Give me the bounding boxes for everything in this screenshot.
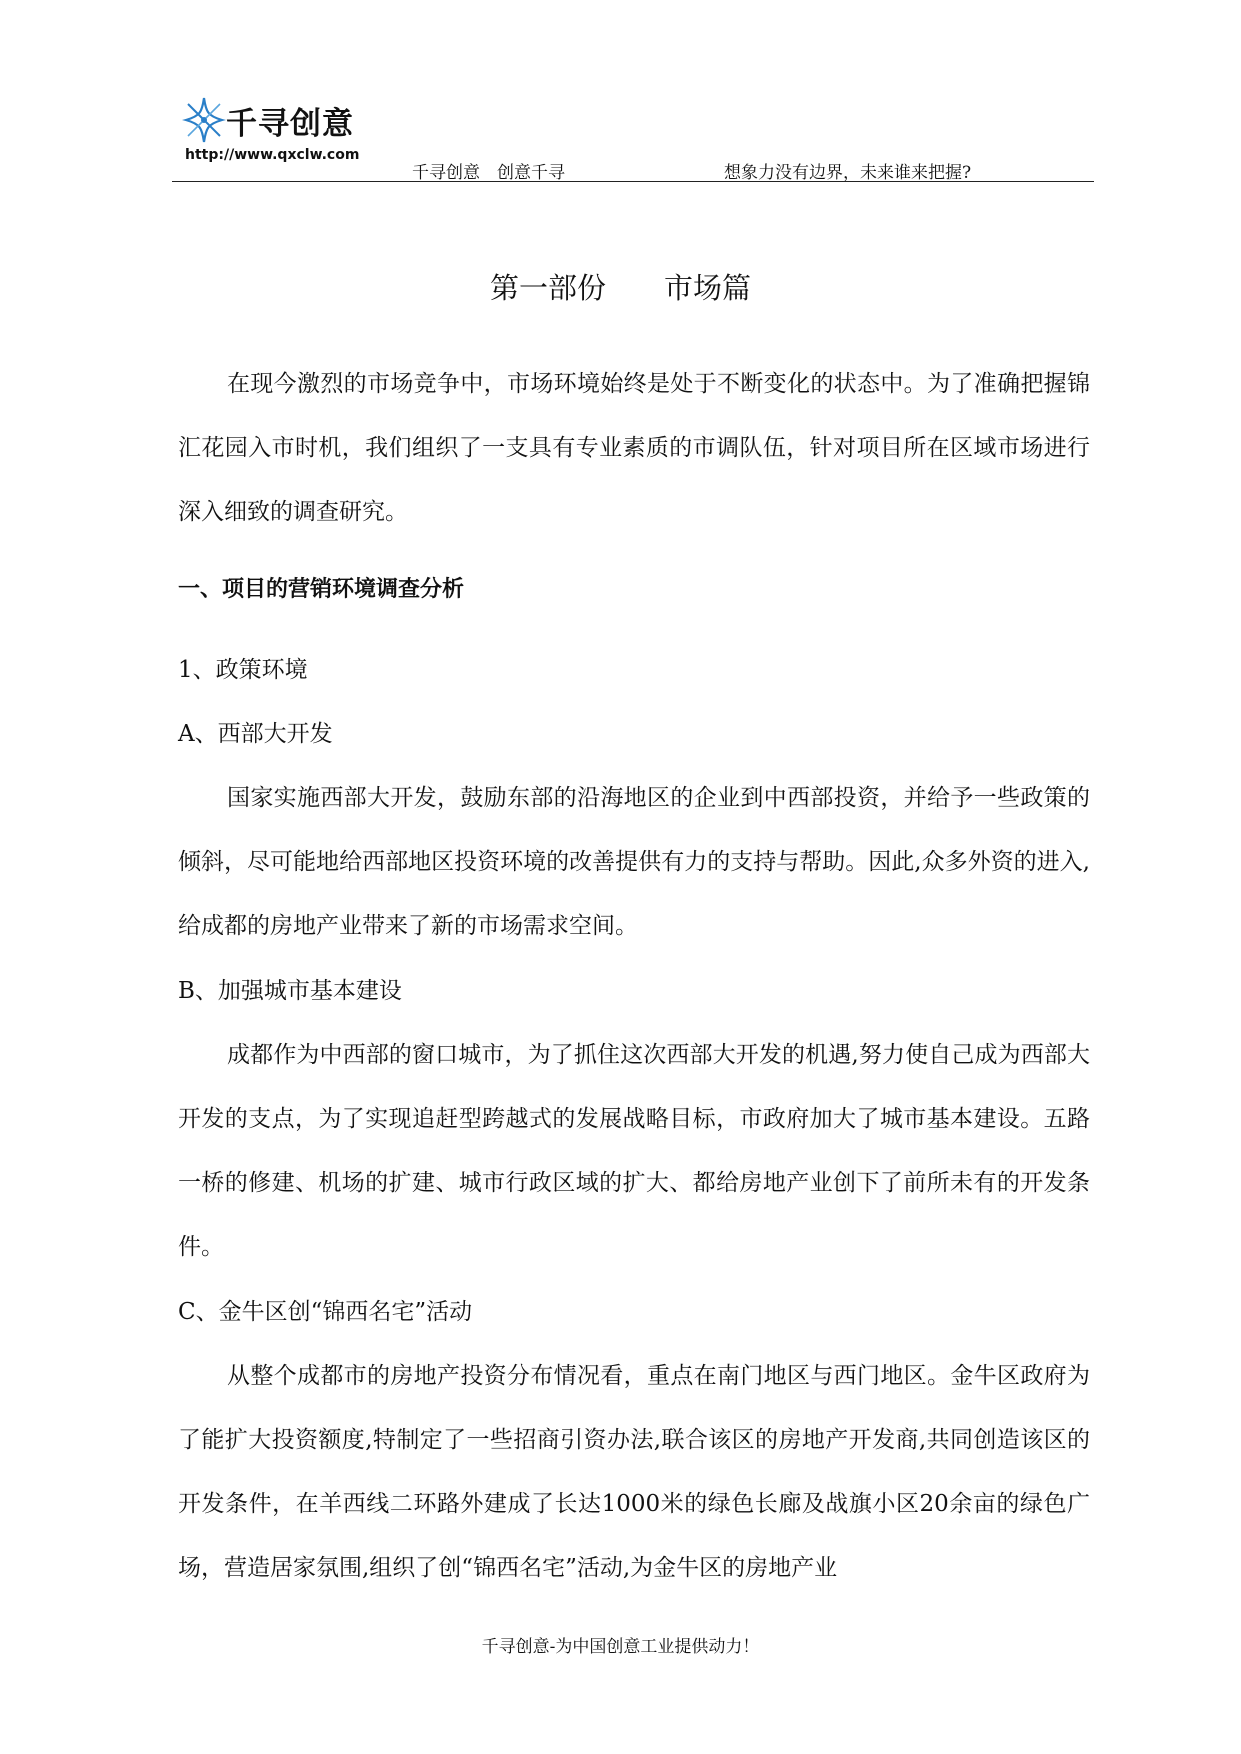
document-body bbox=[178, 352, 1090, 1601]
page-header bbox=[172, 82, 1094, 184]
logo bbox=[178, 82, 378, 162]
intro-paragraph: 在现今激烈的市场竞争中，市场环境始终是处于不断变化的状态中。为了准确把握锦汇花园入市时机，我们组织了一支具有专业素质的市调队伍，针对项目所在区域市场进行深入细致的调查研究。 bbox=[178, 371, 1090, 525]
logo-url: http://www.qxclw.com bbox=[185, 147, 360, 163]
page-footer: 千寻创意-为中国创意工业提供动力！ bbox=[481, 1637, 760, 1657]
logo-text: 千寻创意 bbox=[226, 106, 354, 142]
item-c-heading: C、金牛区创“锦西名宅”活动 bbox=[178, 1299, 473, 1325]
section-heading: 一、项目的营销环境调查分析 bbox=[178, 577, 465, 602]
item-b-paragraph: 成都作为中西部的窗口城市，为了抓住这次西部大开发的机遇,努力使自己成为西部大开发的支点，为了实现追赶型跨越式的发展战略目标，市政府加大了城市基本建设。五路一桥的修建、机场的扩建、城市行政区域的扩大、都给房地产业创下了前所未有的开发条件。 bbox=[178, 1042, 1090, 1260]
item-a-paragraph: 国家实施西部大开发，鼓励东部的沿海地区的企业到中西部投资，并给予一些政策的倾斜，尽可能地给西部地区投资环境的改善提供有力的支持与帮助。因此,众多外资的进入,给成都的房地产业带来了新的市场需求空间。 bbox=[178, 785, 1090, 939]
item-a-heading: A、西部大开发 bbox=[178, 721, 333, 747]
item-b-heading: B、加强城市基本建设 bbox=[178, 978, 402, 1004]
item-c-paragraph: 从整个成都市的房地产投资分布情况看，重点在南门地区与西门地区。金牛区政府为了能扩大投资额度,特制定了一些招商引资办法,联合该区的房地产开发商,共同创造该区的开发条件，在羊西线二环路外建成了长达1000米的绿色长廊及战旗小区20余亩的绿色广场，营造居家氛围,组织了创“锦西名宅”活动,为金牛区的房地产业 bbox=[178, 1363, 1090, 1581]
header-slogan-right: 想象力没有边界，未来谁来把握? bbox=[724, 163, 972, 183]
page-title: 第一部份 市场篇 bbox=[489, 271, 751, 305]
star-logo-icon bbox=[178, 94, 230, 146]
subsection-heading: 1、政策环境 bbox=[178, 657, 308, 683]
header-slogan-left: 千寻创意 创意千寻 bbox=[412, 163, 565, 183]
header-divider bbox=[172, 181, 1094, 182]
